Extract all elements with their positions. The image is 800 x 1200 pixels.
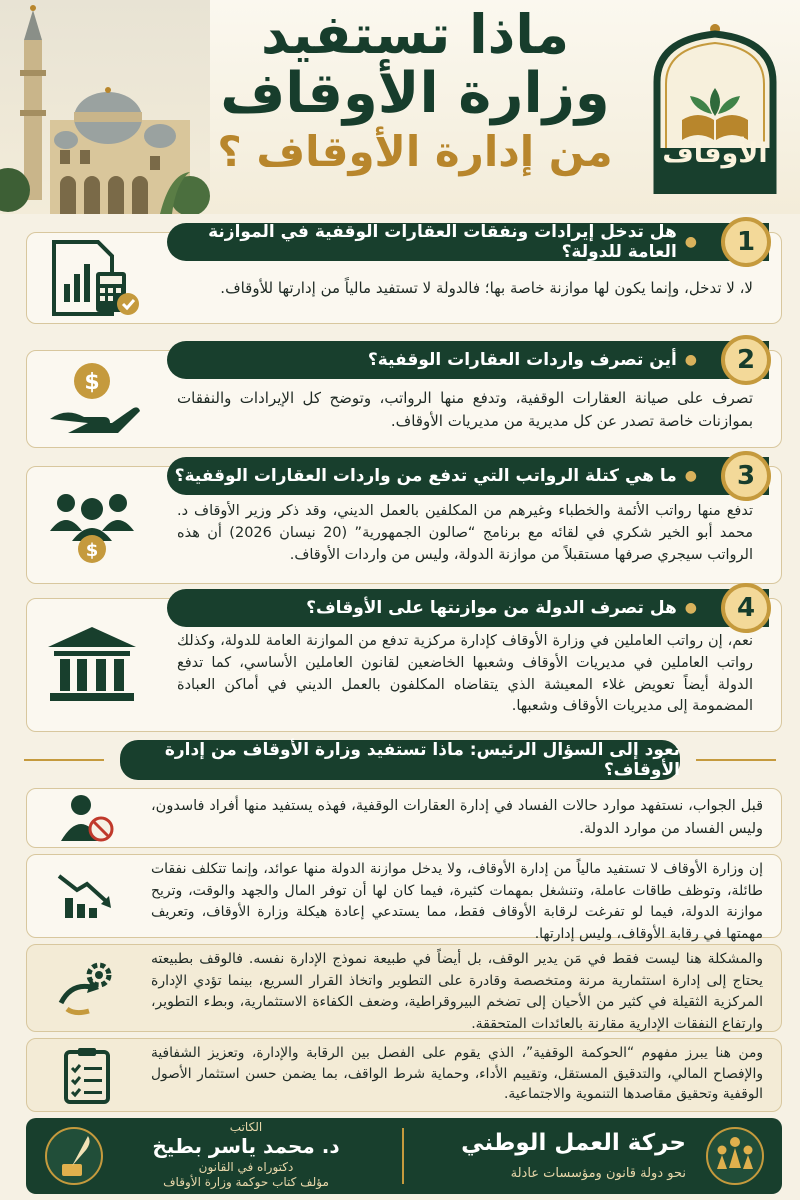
paragraph-text-1: قبل الجواب، نستفهد موارد حالات الفساد في إدارة العقارات الوقفية، فهذه يستفيد منها أفراد فاسدون، وليس الفساد من موارد الدولة.: [151, 798, 763, 838]
main-question-banner: نعود إلى السؤال الرئيس: ماذا تستفيد وزارة الأوقاف من إدارة الأوقاف؟: [120, 740, 680, 780]
question-number-badge-1: 1: [721, 217, 771, 267]
main-title: [200, 3, 630, 176]
people-salary-icon: [27, 467, 157, 583]
paragraph-text-4: ومن هنا يبرز مفهوم “الحوكمة الوقفية”، الذي يقوم على الفصل بين الرقابة والإدارة، وتعزيز الشفافية والإفصاح المالي، والتدقيق المستقل، وتقييم الأداء، وحماية شرط الواقف، بما يضمن حسن استثمار الأصول الوقفية وتحقيق مقاصدها التنموية والاجتماعية.: [151, 1045, 763, 1103]
national-movement-logo-icon: [702, 1126, 768, 1186]
title-line-1: ماذا تستفيد: [260, 3, 570, 66]
answer-text-1: لا، لا تدخل، وإنما يكون لها موازنة خاصة بها؛ فالدولة لا تستفيد مالياً من إدارتها للأوقاف.: [220, 279, 753, 297]
svg-text:$: $: [85, 540, 99, 561]
answer-text-2: تصرف على صيانة العقارات الوقفية، وتدفع منها الرواتب، وتوضح كل الإيرادات والنفقات بموازنات خاصة تصدر عن كل مديرية من مديريات الأوقاف.: [177, 389, 753, 431]
declining-chart-icon: [27, 855, 147, 937]
answer-text-4: نعم، إن رواتب العاملين في وزارة الأوقاف كإدارة مركزية تدفع من الموازنة العامة للدولة، وكذلك رواتب العاملين في مديريات الأوقاف وشعبها الخاضعين لقانون العاملين الأساسي، كما تدفع الدولة أيضاً تعويض غلاء المعيشة الذي يتقاضاه المكلفون بالعمل الديني في أماكن العبادة المضمومة إلى مديريات الأوقاف وشعبها.: [177, 633, 753, 715]
author-role-label: الكاتب: [229, 1120, 263, 1134]
mosque-illustration-icon: [0, 0, 210, 214]
title-line-2: وزارة الأوقاف: [220, 61, 610, 127]
question-text-2: أين تصرف واردات العقارات الوقفية؟: [367, 350, 677, 370]
growth-gear-icon: [27, 945, 147, 1031]
government-building-icon: [27, 599, 157, 731]
question-card-1: [26, 222, 782, 324]
paragraph-text-3: والمشكلة هنا ليست فقط في مَن يدير الوقف، بل أيضاً في طبيعة نموذج الإدارة نفسه. فالوقف بطبيعته يحتاج إلى إدارة استثمارية مرنة ومتخصصة وقادرة على التطوير واتخاذ القرار السريع، بينما تؤدي الإدارة المركزية الثقيلة في كثير من الأحيان إلى تضخم البيروقراطية، وضعف الكفاءة الاستثمارية، وبطء التطوير، وارتفاع النفقات الإدارية مقارنة بالعائدات المتحققة.: [151, 951, 763, 1033]
question-number-badge-2: 2: [721, 335, 771, 385]
paragraph-card-2: [26, 854, 782, 943]
paragraph-card-3: [26, 944, 782, 1032]
author-book: مؤلف كتاب حوكمة وزارة الأوقاف: [163, 1175, 329, 1189]
paragraph-text-2: إن وزارة الأوقاف لا تستفيد مالياً من إدارة الأوقاف، ولا يدخل موازنة الدولة منها عوائد، وإنما تتكلف نفقات طائلة، وتوظف طاقات عاملة، وتنشغل بمهمات كثيرة، فيما كان لها أن توفر المال والجهد والوقت، وتريح موازنة الدولة، فيما لو تفرغت لرقابة الأوقاف فقط، مما يستدعي إعادة هيكلة وزارة الأوقاف، وتعريف مهمتها في رقابة الأوقاف، وليس إدارتها.: [151, 861, 763, 943]
question-number-badge-4: 4: [721, 583, 771, 633]
checklist-clipboard-icon: [27, 1039, 147, 1111]
footer: [26, 1118, 782, 1194]
question-text-1: هل تدخل إيرادات ونفقات العقارات الوقفية في الموازنة العامة للدولة؟: [208, 222, 677, 262]
title-line-3: من إدارة الأوقاف ؟: [217, 126, 613, 176]
question-number-badge-3: 3: [721, 451, 771, 501]
question-text-4: هل تصرف الدولة من موازنتها على الأوقاف؟: [306, 598, 677, 618]
question-title-3: ● ما هي كتلة الرواتب التي تدفع من واردات العقارات الوقفية؟: [167, 457, 769, 495]
financial-report-calculator-icon: [27, 233, 157, 323]
paragraph-card-1: [26, 788, 782, 848]
organization-name: حركة العمل الوطني: [461, 1130, 686, 1156]
logo-label: الأوقاف: [662, 138, 768, 169]
question-card-2: [26, 345, 782, 448]
question-card-3: [26, 461, 782, 584]
question-title-1: ● هل تدخل إيرادات ونفقات العقارات الوقفية في الموازنة العامة للدولة؟: [167, 223, 769, 261]
question-text-3: ما هي كتلة الرواتب التي تدفع من واردات العقارات الوقفية؟: [174, 466, 677, 486]
header: [0, 0, 800, 214]
question-card-4: [26, 593, 782, 732]
paragraph-card-4: [26, 1038, 782, 1112]
question-title-4: ● هل تصرف الدولة من موازنتها على الأوقاف؟: [167, 589, 769, 627]
hand-holding-money-icon: [27, 351, 157, 447]
svg-text:$: $: [84, 370, 100, 395]
quill-inkwell-icon: [44, 1126, 104, 1186]
author-degree: دكتوراه في القانون: [198, 1160, 294, 1174]
person-no-corruption-icon: [27, 789, 147, 847]
footer-divider: [402, 1128, 404, 1184]
organization-tagline: نحو دولة قانون ومؤسسات عادلة: [510, 1166, 686, 1181]
answer-text-3: تدفع منها رواتب الأئمة والخطباء وغيرهم من المكلفين بالعمل الديني، وقد ذكر وزير الأوقاف د. محمد أبو الخير شكري في لقائه مع برنامج “صالون الجمهورية” (20 نيسان 2026) أن هذه الرواتب سيجري صرفها مستقبلاً من موازنة الدولة، وليس من واردات الأوقاف.: [177, 503, 753, 563]
question-title-2: ● أين تصرف واردات العقارات الوقفية؟: [167, 341, 769, 379]
author-name: د. محمد ياسر بطيخ: [152, 1134, 340, 1158]
